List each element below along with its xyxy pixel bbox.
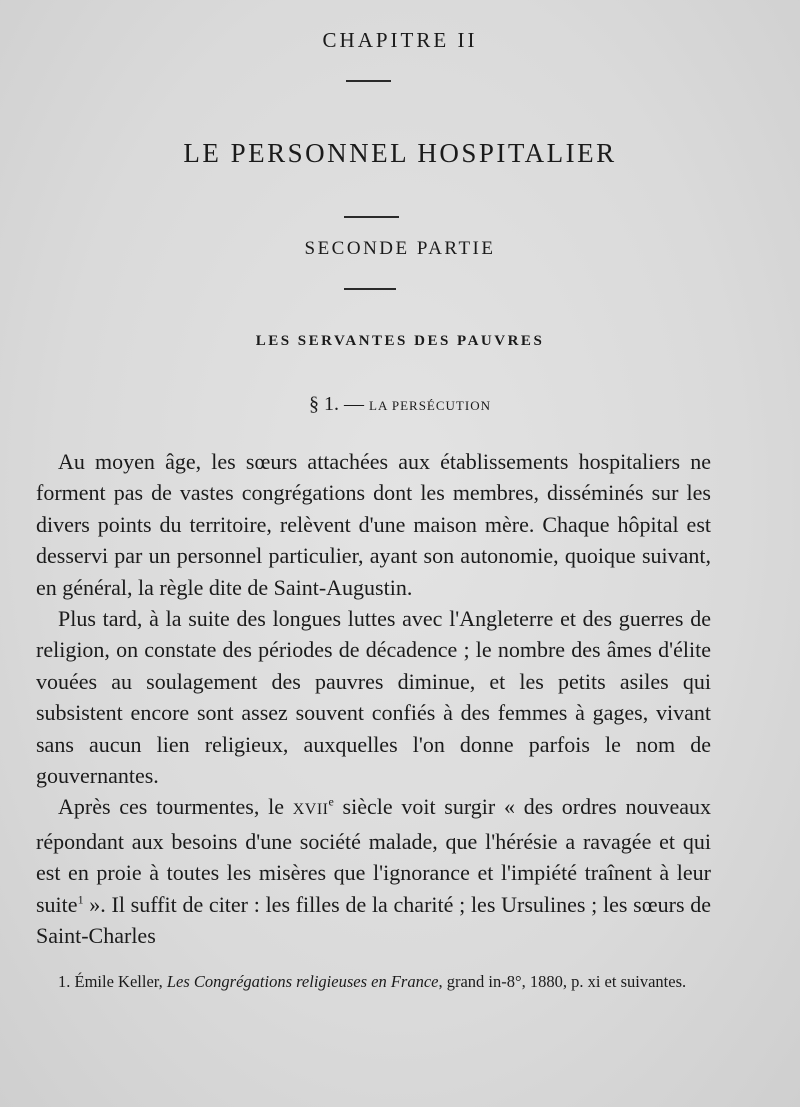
footnote <box>36 970 711 994</box>
divider-rule <box>346 80 391 82</box>
paragraph-text: siècle voit surgir « des ordres nouveaux répondant aux besoins d'une société malade, que l'hérésie a ravagée et qui est en proie à toutes les misères que l'ignorance et l'impiété traînent à leur suite <box>36 794 711 917</box>
century-numeral: XVII <box>292 801 329 819</box>
divider-rule <box>344 216 399 218</box>
divider-rule <box>344 288 396 290</box>
chapter-heading: CHAPITRE II <box>322 28 478 52</box>
paragraph: Au moyen âge, les sœurs attachées aux établissements hospitaliers ne forment pas de vastes congrégations dont les membres, disséminés sur les divers points du territoire, relèvent d'une maison mère. Chaque hôpital est desservi par un personnel particulier, ayant son autonomie, quoique suivant, en général, la règle dite de Saint-Augustin. <box>36 449 711 600</box>
footnote-author: Émile Keller, <box>70 972 167 991</box>
paragraph-text: Après ces tourmentes, le <box>58 794 293 820</box>
paragraph <box>36 791 711 951</box>
subsection-dash: — <box>344 393 364 415</box>
part-heading: SECONDE PARTIE <box>304 238 496 259</box>
subsection-heading <box>0 393 800 416</box>
page-title: LE PERSONNEL HOSPITALIER <box>183 138 617 168</box>
section-heading: LES SERVANTES DES PAUVRES <box>255 333 545 349</box>
footnote-details: , grand in-8°, 1880, p. xi et suivantes. <box>438 972 687 991</box>
footnote-work-title: Les Congrégations religieuses en France <box>166 972 439 991</box>
subsection-title: LA PERSÉCUTION <box>369 398 491 413</box>
subsection-number: § 1. <box>309 393 339 415</box>
footnote-number: 1. <box>58 972 71 991</box>
century-superscript: e <box>328 795 334 810</box>
body-text <box>36 446 711 952</box>
paragraph-text: ». Il suffit de citer : les filles de la charité ; les Ursulines ; les sœurs de Saint-Charles <box>36 891 711 949</box>
footnote-reference: 1 <box>77 892 84 907</box>
paragraph: Plus tard, à la suite des longues luttes avec l'Angleterre et des guerres de religion, on constate des périodes de décadence ; le nombre des âmes d'élite vouées au soulagement des pauvres diminue, et les petits asiles qui subsistent encore sont assez souvent confiés à des femmes à gages, vivant sans aucun lien religieux, auxquelles l'on donne parfois le nom de gouvernantes. <box>36 606 711 789</box>
